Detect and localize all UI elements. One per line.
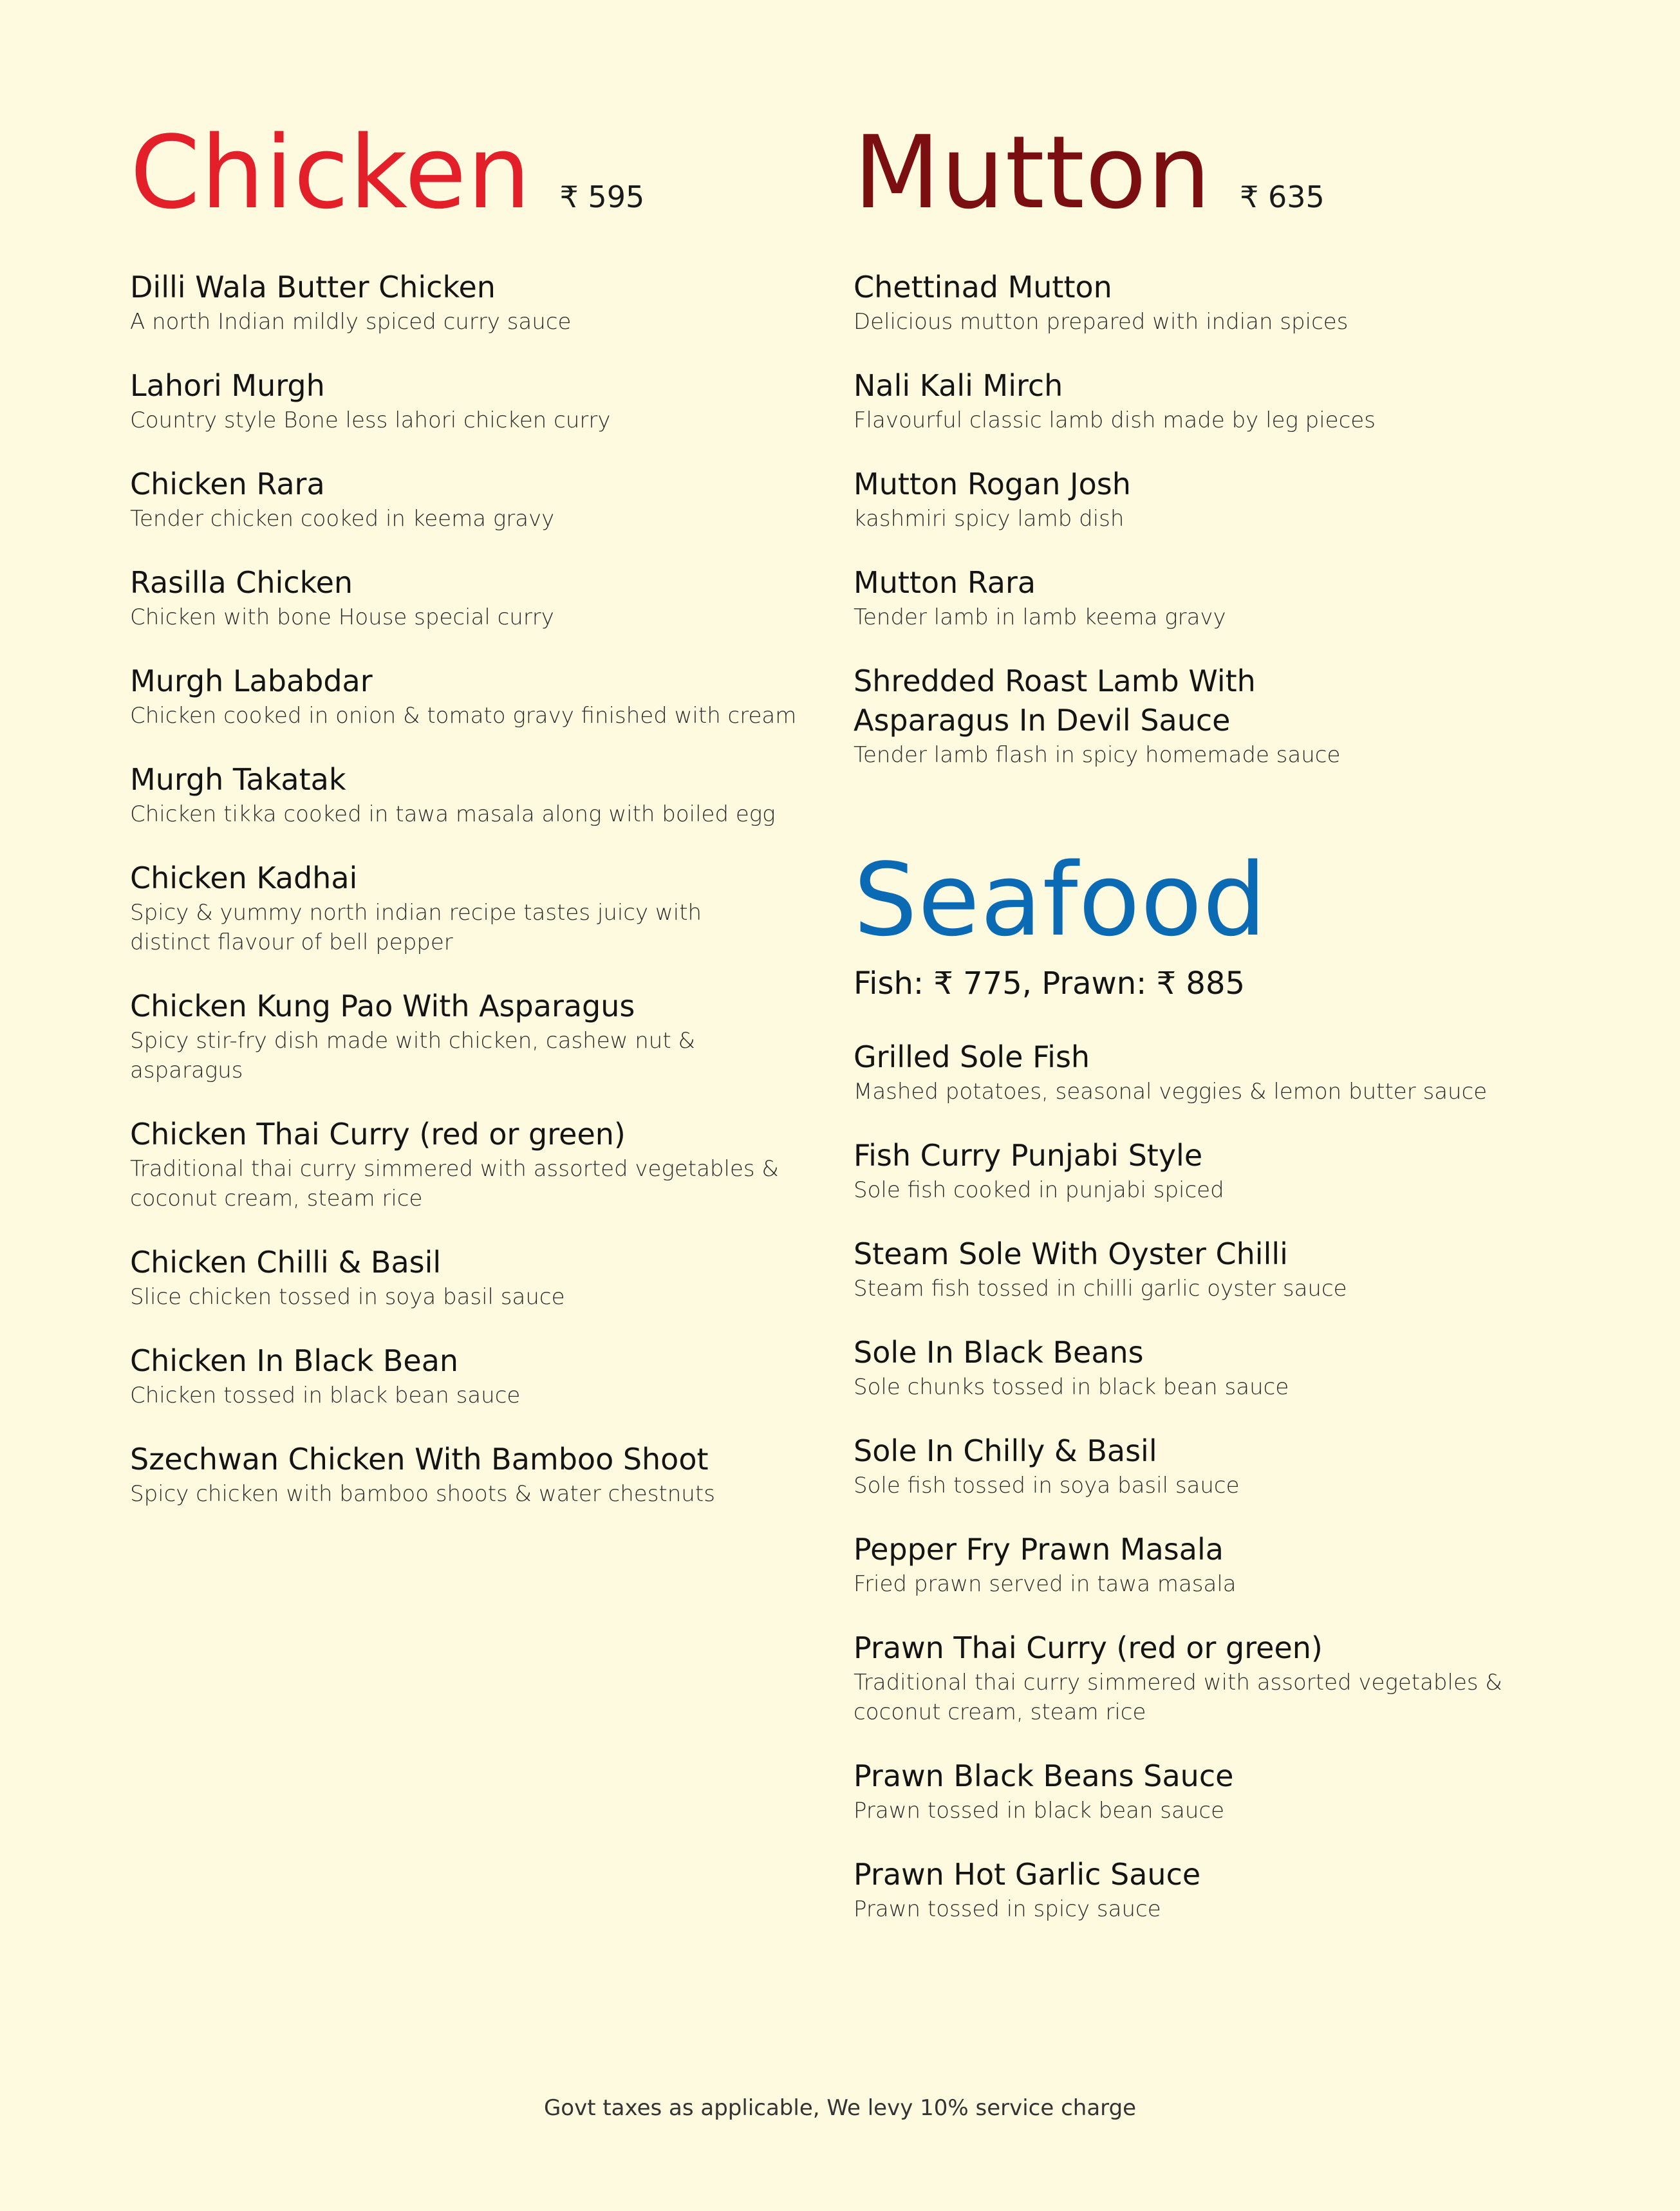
menu-item-name: Mutton Rogan Josh [854,467,1131,501]
menu-item [854,1757,1594,1825]
menu-item [130,268,812,337]
menu-item [854,1855,1594,1924]
chicken-item-list [130,268,812,1509]
menu-item-desc: Sole fish tossed in soya basil sauce [854,1473,1240,1498]
menu-item-desc: Flavourful classic lamb dish made by leg pieces [854,407,1376,433]
menu-item [130,563,812,632]
menu-item-name: Murgh Lababdar [130,664,373,698]
chicken-header [130,114,812,231]
menu-item [854,1136,1594,1205]
menu-item-name: Rasilla Chicken [130,565,353,600]
menu-item [854,1628,1594,1727]
menu-item [130,662,812,731]
seafood-title: Seafood [854,841,1267,958]
menu-item-desc: A north Indian mildly spiced curry sauce [130,309,572,335]
menu-item-name: Chicken Kadhai [130,861,358,895]
seafood-prices: Fish: ₹ 775, Prawn: ₹ 885 [854,966,1246,1002]
menu-item [130,1440,812,1509]
menu-item-name: Dilli Wala Butter Chicken [130,270,496,304]
menu-item-name: Grilled Sole Fish [854,1040,1090,1074]
mutton-title: Mutton [854,114,1212,231]
menu-item [854,1235,1594,1303]
menu-item-name: Szechwan Chicken With Bamboo Shoot [130,1442,709,1477]
menu-item-desc: Tender lamb in lamb keema gravy [854,604,1226,630]
menu-item-name: Mutton Rara [854,565,1036,600]
menu-item-name: Chicken Kung Pao With Asparagus [130,989,635,1023]
menu-item-desc: Traditional thai curry simmered with assorted vegetables & coconut cream, steam rice [854,1670,1502,1725]
menu-item [854,563,1594,632]
menu-item-name: Sole In Black Beans [854,1335,1144,1370]
menu-item-name: Prawn Thai Curry (red or green) [854,1630,1323,1665]
menu-item-desc: Delicious mutton prepared with indian spices [854,309,1349,335]
menu-item-desc: Traditional thai curry simmered with assorted vegetables & coconut cream, steam rice [130,1156,779,1211]
menu-item-name: Prawn Hot Garlic Sauce [854,1857,1201,1892]
menu-item [130,1115,812,1213]
menu-item-name: Nali Kali Mirch [854,368,1063,403]
seafood-item-list [854,1038,1594,1924]
menu-item-name: Chicken Chilli & Basil [130,1245,442,1280]
menu-item [854,662,1594,770]
menu-item-desc: Steam fish tossed in chilli garlic oyster sauce [854,1276,1347,1301]
menu-item-name: Steam Sole With Oyster Chilli [854,1236,1288,1271]
menu-item-name: Chettinad Mutton [854,270,1112,304]
menu-item-desc: Spicy stir-fry dish made with chicken, cashew nut & asparagus [130,1028,695,1083]
menu-item-desc: Chicken with bone House special curry [130,604,554,630]
menu-item-desc: Chicken tikka cooked in tawa masala along with boiled egg [130,801,776,827]
menu-item [854,465,1594,534]
menu-item-desc: Prawn tossed in spicy sauce [854,1896,1161,1922]
chicken-section [130,114,812,1538]
menu-item-desc: Sole fish cooked in punjabi spiced [854,1177,1224,1203]
menu-item-name: Shredded Roast Lamb With Asparagus In Devil Sauce [854,664,1256,738]
mutton-price: ₹ 635 [1240,180,1325,214]
menu-item-desc: Spicy chicken with bamboo shoots & water chestnuts [130,1481,715,1507]
chicken-price: ₹ 595 [559,180,645,214]
menu-item [130,465,812,534]
menu-item [854,1530,1594,1599]
menu-item-desc: Sole chunks tossed in black bean sauce [854,1374,1289,1400]
menu-item-name: Sole In Chilly & Basil [854,1433,1157,1468]
menu-item-name: Murgh Takatak [130,762,346,797]
menu-item [130,760,812,829]
menu-item-name: Fish Curry Punjabi Style [854,1138,1203,1173]
menu-item-name: Lahori Murgh [130,368,325,403]
menu-item-name: Chicken In Black Bean [130,1343,459,1378]
menu-item-desc: kashmiri spicy lamb dish [854,506,1125,532]
menu-item [130,1243,812,1312]
menu-item [854,1432,1594,1500]
menu-item-desc: Tender chicken cooked in keema gravy [130,506,555,532]
menu-item [854,1333,1594,1402]
footer-note: Govt taxes as applicable, We levy 10% service charge [543,2095,1137,2121]
mutton-section [854,114,1594,799]
menu-item-desc: Fried prawn served in tawa masala [854,1571,1237,1597]
menu-item-desc: Spicy & yummy north indian recipe tastes juicy with distinct flavour of bell pepper [130,900,702,955]
chicken-title: Chicken [130,114,532,231]
menu-item [854,366,1594,435]
menu-item [854,1038,1594,1106]
menu-item [130,366,812,435]
menu-item [130,1341,812,1410]
menu-item-desc: Mashed potatoes, seasonal veggies & lemon butter sauce [854,1079,1488,1105]
mutton-header [854,114,1594,231]
menu-item-name: Pepper Fry Prawn Masala [854,1532,1224,1567]
menu-item-desc: Chicken tossed in black bean sauce [130,1383,521,1408]
menu-item [130,987,812,1085]
menu-item-desc: Tender lamb flash in spicy homemade sauce [854,742,1341,768]
menu-item-desc: Slice chicken tossed in soya basil sauce [130,1284,565,1310]
mutton-item-list [854,268,1594,770]
menu-item-name: Chicken Thai Curry (red or green) [130,1117,626,1152]
menu-item [854,268,1594,337]
menu-item-desc: Prawn tossed in black bean sauce [854,1798,1225,1824]
menu-item [130,859,812,957]
menu-item-desc: Country style Bone less lahori chicken curry [130,407,611,433]
menu-item-name: Chicken Rara [130,467,325,501]
menu-item-desc: Chicken cooked in onion & tomato gravy finished with cream [130,703,797,729]
menu-item-name: Prawn Black Beans Sauce [854,1759,1234,1793]
seafood-section [854,841,1594,1954]
seafood-header [854,841,1594,958]
